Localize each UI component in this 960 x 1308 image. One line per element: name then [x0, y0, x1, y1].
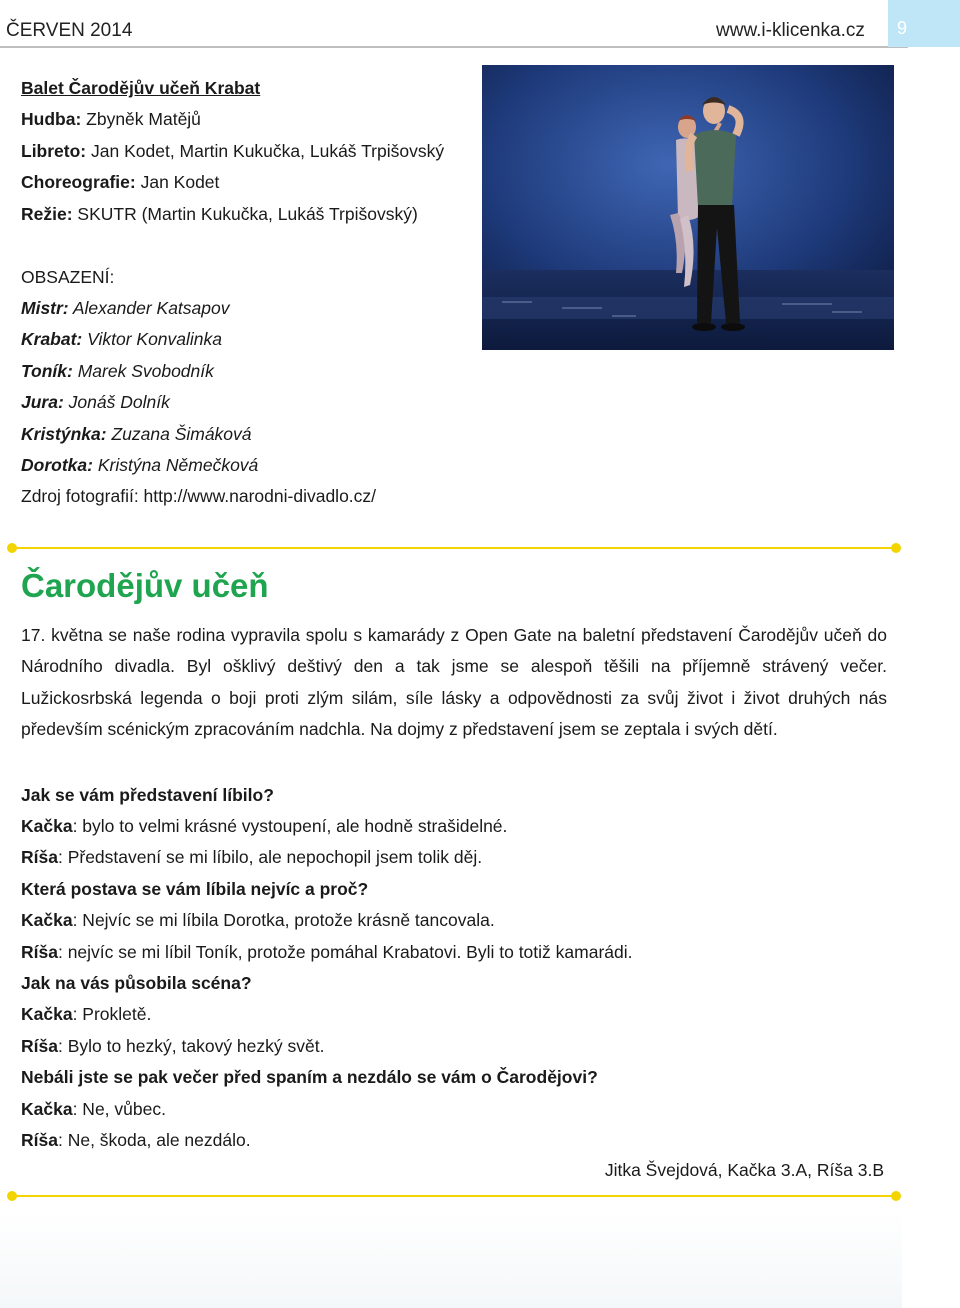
cast-member	[21, 297, 229, 319]
cast-member	[21, 423, 252, 445]
answer-text: : Představení se mi líbilo, ale nepochopil jsem tolik děj.	[57, 847, 483, 867]
footer-area	[0, 1212, 902, 1308]
cast-role: Mistr:	[21, 298, 69, 318]
interview-answer	[21, 1035, 324, 1057]
cast-role: Jura:	[21, 392, 64, 412]
cast-name: Viktor Konvalinka	[82, 329, 223, 349]
cast-member	[21, 360, 214, 382]
divider-dot	[7, 543, 17, 553]
credit-label: Choreografie:	[21, 172, 136, 192]
cast-name: Kristýna Němečková	[92, 455, 259, 475]
credit-libretto	[21, 140, 444, 162]
interview-answer	[21, 846, 482, 868]
cast-role: Dorotka:	[21, 455, 93, 475]
interview-question: Jak na vás působila scéna?	[21, 973, 252, 993]
interview-answer	[21, 1003, 151, 1025]
header-rule	[0, 46, 908, 48]
interview-question: Nebáli jste se pak večer před spaním a nezdálo se vám o Čarodějovi?	[21, 1067, 598, 1087]
cast-member	[21, 454, 258, 476]
cast-name: Jonáš Dolník	[63, 392, 170, 412]
credit-value: Jan Kodet	[135, 172, 220, 192]
speaker-name: Ríša	[21, 1036, 58, 1056]
cast-name: Alexander Katsapov	[68, 298, 230, 318]
cast-role: Kristýnka:	[21, 424, 107, 444]
cast-role: Toník:	[21, 361, 73, 381]
speaker-name: Kačka	[21, 816, 73, 836]
credit-label: Hudba:	[21, 109, 82, 129]
cast-name: Marek Svobodník	[72, 361, 214, 381]
interview-answer	[21, 1098, 166, 1120]
header-website: www.i-klicenka.cz	[716, 20, 865, 41]
page-number: 9	[897, 18, 908, 38]
interview-answer	[21, 815, 507, 837]
cast-member	[21, 391, 170, 413]
article-intro: 17. května se naše rodina vypravila spolu s kamarády z Open Gate na baletní představení Čarodějův učeň do Národního divadla. Byl ošklivý deštivý den a tak jsme se alespoň těšili na příjemně strávený večer. Lužickosrbská legenda o boji proti zlým silám, síle lásky a odpovědnosti za svůj život i život druhých nás především scénickým zpracováním nadchla. Na dojmy z představení jsem se zeptala i svých dětí.	[21, 625, 887, 740]
interview-answer	[21, 941, 633, 963]
divider-dot	[891, 543, 901, 553]
divider-line	[12, 547, 896, 549]
article-signature: Jitka Švejdová, Kačka 3.A, Ríša 3.B	[604, 1160, 884, 1180]
article-title: Čarodějův učeň	[21, 567, 269, 604]
speaker-name: Kačka	[21, 910, 73, 930]
cast-member	[21, 328, 222, 350]
divider-dot	[7, 1191, 17, 1201]
photo-source: Zdroj fotografií: http://www.narodni-divadlo.cz/	[21, 486, 377, 506]
speaker-name: Ríša	[21, 847, 58, 867]
credit-value: Jan Kodet, Martin Kukučka, Lukáš Trpišovský	[86, 141, 445, 161]
interview-question: Jak se vám představení líbilo?	[21, 785, 274, 805]
show-title: Balet Čarodějův učeň Krabat	[21, 78, 261, 98]
section-divider	[12, 1191, 896, 1201]
credit-music	[21, 108, 201, 130]
divider-dot	[891, 1191, 901, 1201]
speaker-name: Ríša	[21, 942, 58, 962]
answer-text: : Bylo to hezký, takový hezký svět.	[57, 1036, 325, 1056]
cast-name: Zuzana Šimáková	[106, 424, 252, 444]
interview-question: Která postava se vám líbila nejvíc a proč?	[21, 879, 369, 899]
credit-value: SKUTR (Martin Kukučka, Lukáš Trpišovský)	[72, 204, 418, 224]
interview-answer	[21, 1129, 251, 1151]
credit-direction	[21, 203, 418, 225]
credit-value: Zbyněk Matějů	[81, 109, 201, 129]
speaker-name: Kačka	[21, 1099, 73, 1119]
answer-text: : Nejvíc se mi líbila Dorotka, protože krásně tancovala.	[72, 910, 495, 930]
ballet-photo	[482, 65, 894, 350]
answer-text: : Ne, vůbec.	[72, 1099, 166, 1119]
speaker-name: Ríša	[21, 1130, 58, 1150]
section-divider	[12, 543, 896, 553]
credit-label: Režie:	[21, 204, 73, 224]
answer-text: : bylo to velmi krásné vystoupení, ale hodně strašidelné.	[72, 816, 508, 836]
answer-text: : Prokletě.	[72, 1004, 152, 1024]
header-date: ČERVEN 2014	[6, 20, 133, 41]
cast-role: Krabat:	[21, 329, 83, 349]
credit-choreography	[21, 171, 219, 193]
answer-text: : Ne, škoda, ale nezdálo.	[57, 1130, 251, 1150]
cast-heading: OBSAZENÍ:	[21, 267, 115, 287]
credit-label: Libreto:	[21, 141, 87, 161]
divider-line	[12, 1195, 896, 1197]
speaker-name: Kačka	[21, 1004, 73, 1024]
interview-answer	[21, 909, 495, 931]
answer-text: : nejvíc se mi líbil Toník, protože pomáhal Krabatovi. Byli to totiž kamarádi.	[57, 942, 633, 962]
